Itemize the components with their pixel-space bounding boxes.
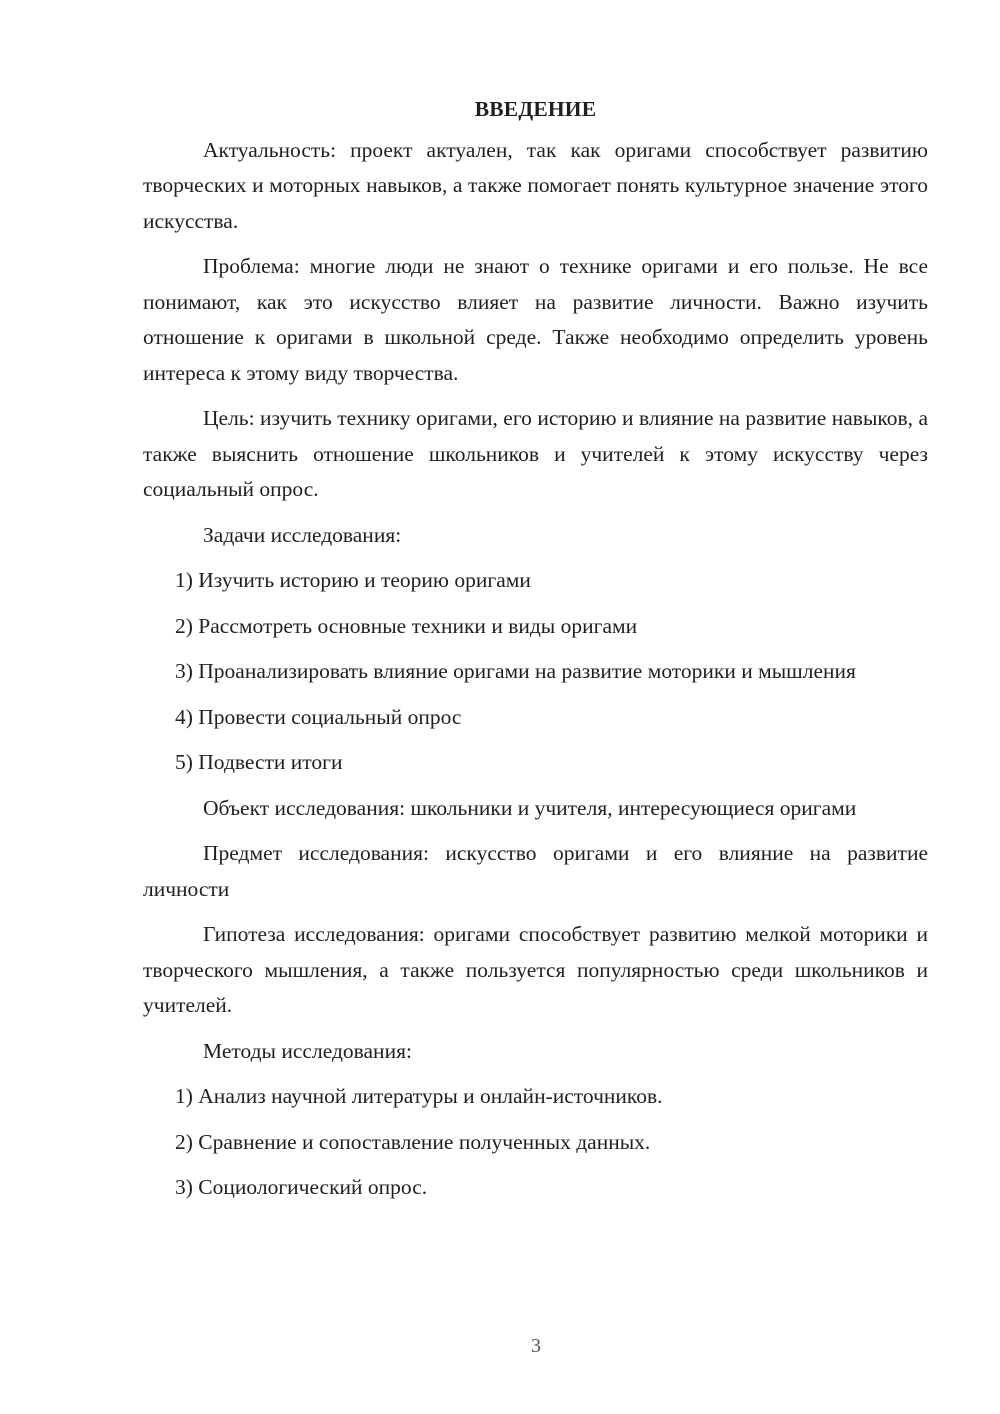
method-item: 2) Сравнение и сопоставление полученных данных. [175,1129,651,1154]
tasks-heading: Задачи исследования: [203,522,402,547]
goal-paragraph: Цель: изучить технику оригами, его историю и влияние на развитие навыков, а также выяснить отношение школьников и учителей к этому искусству через социальный опрос. [143,406,928,501]
page-content [143,92,928,1216]
object-paragraph: Объект исследования: школьники и учителя, интересующиеся оригами [203,795,857,820]
method-item: 1) Анализ научной литературы и онлайн-источников. [175,1084,663,1108]
problem-paragraph: Проблема: многие люди не знают о технике оригами и его пользе. Не все понимают, как это искусство влияет на развитие личности. Важно изучить отношение к оригами в школьной среде. Также необходимо определить уровень интереса к этому виду творчества. [143,254,928,385]
page-number: 3 [531,1335,541,1357]
subject-paragraph: Предмет исследования: искусство оригами и его влияние на развитие личности [143,841,928,901]
task-item: 4) Провести социальный опрос [175,704,462,729]
task-item: 1) Изучить историю и теорию оригами [175,568,531,592]
task-item: 3) Проанализировать влияние оригами на развитие моторики и мышления [175,659,856,683]
methods-heading: Методы исследования: [203,1038,412,1063]
task-item: 5) Подвести итоги [175,750,343,774]
section-title: ВВЕДЕНИЕ [474,97,597,121]
task-item: 2) Рассмотреть основные техники и виды оригами [175,613,638,638]
method-item: 3) Социологический опрос. [175,1175,428,1199]
hypothesis-paragraph: Гипотеза исследования: оригами способствует развитию мелкой моторики и творческого мышления, а также пользуется популярностью среди школьников и учителей. [143,922,928,1017]
relevance-paragraph: Актуальность: проект актуален, так как оригами способствует развитию творческих и моторных навыков, а также помогает понять культурное значение этого искусства. [143,137,928,233]
